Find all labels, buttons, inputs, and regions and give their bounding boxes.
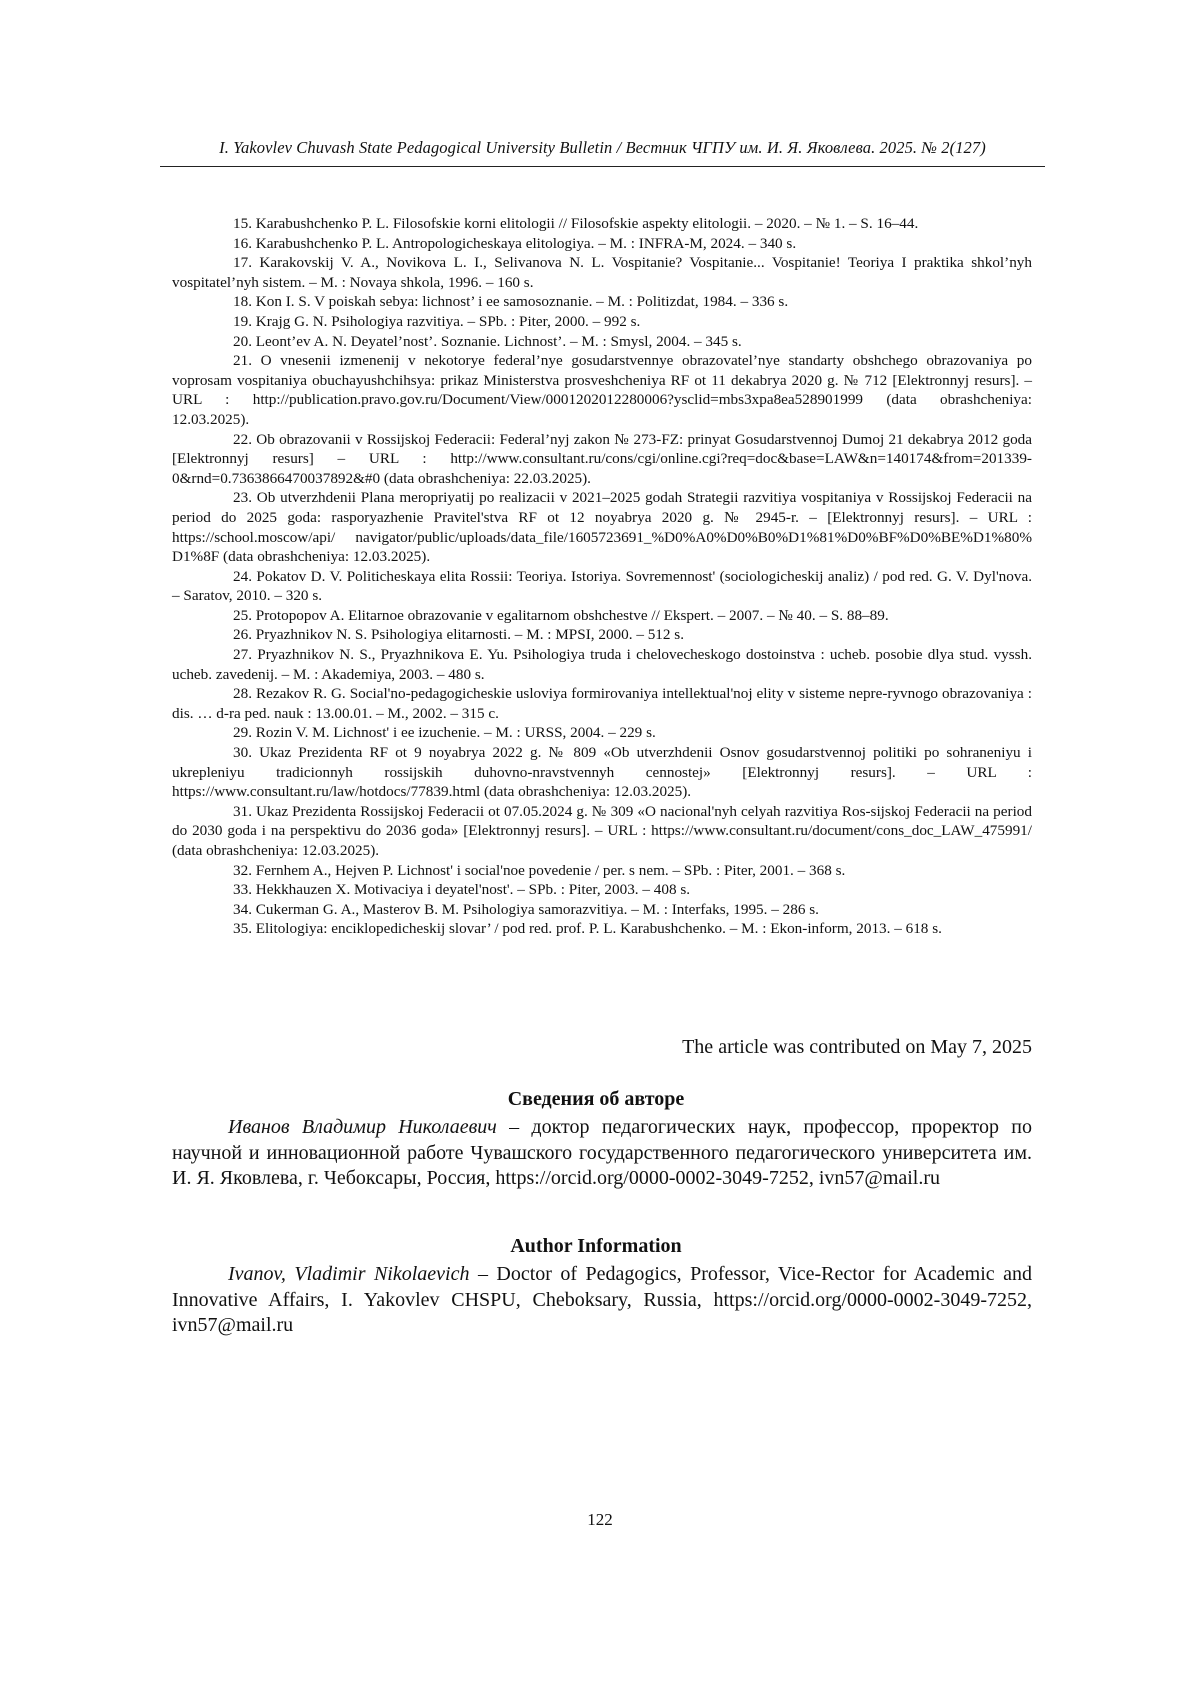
author-info-en bbox=[172, 1262, 1032, 1339]
reference-item: 21. O vnesenii izmenenij v nekotorye federal’nye gosudarstvennye obrazovatel’nye standarty obshchego obrazovaniya po voprosam vospitaniya obuchayushchihsya: prikaz Ministerstva prosveshcheniya RF ot 11 dekabrya 2020 g. № 712 [Elektronnyj resurs]. – URL : http://publication.pravo.gov.ru/Document/View/0001202012280006?ysclid=mbs3xpa8ea528901999 (data obrashcheniya: 12.03.2025). bbox=[172, 352, 1032, 428]
reference-item: 26. Pryazhnikov N. S. Psihologiya elitarnosti. – M. : MPSI, 2000. – 512 s. bbox=[233, 626, 684, 644]
page-number: 122 bbox=[587, 1510, 613, 1529]
author-details-en: – Doctor of Pedagogics, Professor, Vice-Rector for Academic and Innovative Affairs, I. Yakovlev CHSPU, Cheboksary, Russia, https://orcid.org/0000-0002-3049-7252, ivn57@mail.ru bbox=[172, 1263, 1032, 1336]
reference-item: 20. Leont’ev A. N. Deyatel’nost’. Soznanie. Lichnost’. – M. : Smysl, 2004. – 345 s. bbox=[233, 332, 742, 350]
reference-item: 23. Ob utverzhdenii Plana meropriyatij po realizacii v 2021–2025 godah Strategii razvitiya vospitaniya v Rossijskoj Federacii na period do 2025 goda: rasporyazhenie Pravitel'stva RF ot 12 noyabrya 2020 g. № 2945-r. – [Elektronnyj resurs]. – URL : https://school.moscow/api/ navigator/public/uploads/data_file/1605723691_%D0%A0%D0%B0%D1%81%D0%BF%D0%BE%D1%80% D1%8F (data obrashcheniya: 12.03.2025). bbox=[172, 489, 1032, 566]
reference-item: 15. Karabushchenko P. L. Filosofskie korni elitologii // Filosofskie aspekty elitologii. – 2020. – № 1. – S. 16–44. bbox=[233, 215, 919, 232]
author-info-title-en: Author Information bbox=[510, 1235, 682, 1257]
reference-item: 17. Karakovskij V. A., Novikova L. I., Selivanova N. L. Vospitanie? Vospitanie... Vospitanie! Teoriya I praktika shkol’nyh vospitatel’nyh sistem. – M. : Novaya shkola, 1996. – 160 s. bbox=[172, 254, 1032, 291]
running-header: I. Yakovlev Chuvash State Pedagogical University Bulletin / Вестник ЧГПУ им. И. Я. Яковлева. 2025. № 2(127) bbox=[219, 138, 986, 157]
reference-item: 29. Rozin V. M. Lichnost' i ee izuchenie. – M. : URSS, 2004. – 229 s. bbox=[233, 724, 656, 742]
reference-item: 35. Elitologiya: enciklopedicheskij slovar’ / pod red. prof. P. L. Karabushchenko. – M. : Ekon-inform, 2013. – 618 s. bbox=[233, 920, 942, 938]
author-info-ru bbox=[172, 1115, 1032, 1192]
reference-item: 34. Cukerman G. A., Masterov B. M. Psihologiya samorazvitiya. – M. : Interfaks, 1995. – 286 s. bbox=[233, 900, 819, 918]
author-name-en: Ivanov, Vladimir Nikolaevich bbox=[228, 1263, 470, 1285]
reference-item: 31. Ukaz Prezidenta Rossijskoj Federacii ot 07.05.2024 g. № 309 «O nacional'nyh celyah razvitiya Ros-sijskoj Federacii na period do 2030 goda i na perspektivu do 2036 goda» [Elektronnyj resurs]. – URL : https://www.consultant.ru/document/cons_doc_LAW_475991/ (data obrashcheniya: 12.03.2025). bbox=[172, 802, 1032, 859]
header-divider bbox=[160, 166, 1045, 167]
reference-item: 25. Protopopov A. Elitarnoe obrazovanie v egalitarnom obshchestve // Ekspert. – 2007. – № 40. – S. 88–89. bbox=[233, 606, 889, 624]
reference-item: 30. Ukaz Prezidenta RF ot 9 noyabrya 2022 g. № 809 «Ob utverzhdenii Osnov gosudarstvennoj politiki po sohraneniyu i ukrepleniyu tradicionnyh rossijskih duhovno-nravstvennyh cennostej» [Elektronnyj resurs]. – URL : https://www.consultant.ru/law/hotdocs/77839.html (data obrashcheniya: 12.03.2025). bbox=[172, 744, 1032, 801]
reference-item: 22. Ob obrazovanii v Rossijskoj Federacii: Federal’nyj zakon № 273-FZ: prinyat Gosudarstvennoj Dumoj 21 dekabrya 2012 goda [Elektronnyj resurs] – URL : http://www.consultant.ru/cons/cgi/online.cgi?req=doc&base=LAW&n=140174&from=201339-0&rnd=0.7363866470037892&#0 (data obrashcheniya: 22.03.2025). bbox=[172, 430, 1032, 487]
reference-item: 33. Hekkhauzen X. Motivaciya i deyatel'nost'. – SPb. : Piter, 2003. – 408 s. bbox=[233, 881, 691, 899]
author-name-ru: Иванов Владимир Николаевич bbox=[228, 1116, 497, 1138]
author-info-title-ru: Сведения об авторе bbox=[507, 1088, 685, 1110]
reference-item: 24. Pokatov D. V. Politicheskaya elita Rossii: Teoriya. Istoriya. Sovremennost' (sociologicheskij analiz) / pod red. G. V. Dyl'nova. – Saratov, 2010. – 320 s. bbox=[172, 567, 1032, 605]
reference-item: 32. Fernhem A., Hejven P. Lichnost' i social'noe povedenie / per. s nem. – SPb. : Piter, 2001. – 368 s. bbox=[233, 861, 846, 879]
reference-item: 18. Kon I. S. V poiskah sebya: lichnost’ i ee samosoznanie. – M. : Politizdat, 1984. – 336 s. bbox=[233, 293, 789, 311]
reference-item: 27. Pryazhnikov N. S., Pryazhnikova E. Yu. Psihologiya truda i chelovecheskogo dostoinstva : ucheb. posobie dlya stud. vyssh. ucheb. zavedenij. – M. : Akademiya, 2003. – 480 s. bbox=[172, 646, 1032, 683]
reference-item: 19. Krajg G. N. Psihologiya razvitiya. – SPb. : Piter, 2000. – 992 s. bbox=[233, 312, 641, 330]
reference-list bbox=[172, 214, 1032, 939]
reference-item: 28. Rezakov R. G. Social'no-pedagogicheskie usloviya formirovaniya intellektual'noj elity v sisteme nepre-ryvnogo obrazovaniya : dis. … d-ra ped. nauk : 13.00.01. – M., 2002. – 315 c. bbox=[172, 685, 1032, 722]
reference-item: 16. Karabushchenko P. L. Antropologicheskaya elitologiya. – M. : INFRA-M, 2024. – 340 s. bbox=[233, 234, 797, 252]
author-details-ru: – доктор педагогических наук, профессор, проректор по научной и инновационной работе Чувашского государственного педагогического университета им. И. Я. Яковлева, г. Чебоксары, Россия, https://orcid.org/0000-0002-3049-7252, ivn57@mail.ru bbox=[172, 1116, 1032, 1189]
contributed-date: The article was contributed on May 7, 2025 bbox=[682, 1036, 1032, 1058]
